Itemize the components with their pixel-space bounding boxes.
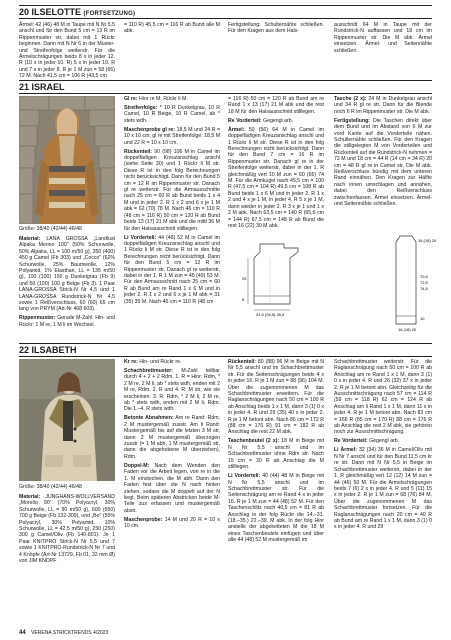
page-footer — [19, 630, 108, 636]
section-number: 21 — [19, 82, 30, 92]
section-header-israel — [19, 80, 432, 94]
sleeve-bottom-label: 16 (18) 20 — [398, 327, 417, 332]
ilsabeth-col4: Schachbrettmuster weiterstr. Für die Raglanschrägung nach 50 cm = 100 R ab Anschlag am re Rand 1 x 1 M, dann 3 (1) 0 x in jeder 4. R und 26 (32) 37 x in jeder 2. R je 1 M betont abn. Gleichzeitig für die Ausschnittschrägung nach 57 cm = 114 R (59 cm = 118 R) 62 cm = 124 R ab Anschlag am li Rand 1 x 1 M, dann 11 x in jeder 4. R je 1 M betont abn. Nach 83 cm = 166 R (85 cm = 170 R) 88 cm = 176 R ab Anschlag die rest 2 M abk, sie gehören noch zur Ausschnittschrägung. Re Vorderteil: Gegengl arb. Li Ärmel: 32 (34) 36 M in Camel/Oliv mit N Nr 7 anschl und für den Bund 11,5 cm kr re str. Dann mit N Nr 5,5 in Beige im Schachbrettmuster weiterstr, dabei in der 1. R gleichmäßig vert 12 (12) 14 M zun = 44 (46) 50 M. Für die Armelschrägungen beids 7 (6) 2 x in jeder 4. R und 5 (11) 15 x in jeder 2. R je 1 M zun = 68 (76) 84 M. Über die zugenommenen M das Schachbrettmuster fortsetzen. Für die Raglanschrägungen nach 20 cm = 40 R ab Bund am re Rand 1 x 1 M, dann 3 (1) 0 x in jeder 4. R und 29 — [334, 359, 432, 531]
israel-schematic-sleeve — [390, 232, 438, 334]
publication-name: VERENA STRICKTRENDS 4/2023 — [31, 630, 109, 636]
section-number: 20 — [19, 7, 30, 17]
section-header-ilsabeth — [19, 343, 432, 357]
ilselotte-col3: Fertigstellung: Schulternähte schließen. Für den Kragen aus dem Hals- — [228, 22, 324, 35]
ilsabeth-size: Größe: 38/40 (42/44) 46/48 — [19, 484, 82, 490]
page-number: 44 — [19, 630, 26, 636]
sleeve-top-label: 16 (18) 20 — [418, 238, 437, 243]
sleeve-side-label-3: 74,5 — [420, 286, 428, 291]
sleeve-side-label-2: 72,5 — [420, 280, 428, 285]
ilselotte-col2: = 110 R) 45,5 cm = 116 R ab Bund alle M abk. — [124, 22, 220, 35]
section-subtitle: (FORTSETZUNG) — [83, 11, 136, 17]
body-bottom-label: 24,5 (26,5) 28,5 — [256, 312, 285, 317]
ilsabeth-col3: Rückenteil: 80 (88) 96 M in Beige mit N Nr 5,5 anschl und im Schachbrettmuster str. Für die Seitenschrägungen beids 4 x in jeder 16. R je 1 M zun = 88 (96) 104 M. Über die zugenommenen M das Schachbrettmuster erweitern. Für die Raglanschrägungen nach 50 cm = 100 R ab Anschlag beids 1 x 1 M, dann 3 (1) 0 x in jeder 4. R und 29 (35) 40 x in jeder 2. R je 1 M betont abn. Nach 86 cm = 172 R (88 cm = 176 R) 91 cm = 182 R ab Anschlag die rest 22 M abk. Taschenbeutel (2 x): 18 M in Beige mit N Nr 5,5 anschl und im Schachbrettmuster ohne Rdm str. Nach 15 cm = 30 R ab Anschlag die M stilllegen. Li Vorderteil: 40 (44) 48 M in Beige mit N Nr 5,5 anschl und im Schachbrettmuster str. Für die Seitenschrägung am re Rand 4 x in jeder 16. R je 1 M zun = 44 (48) 52 M. Für den Taschenschlitz nach 40,5 cm = 81 R ab Anschlag in der folg Rückr die 14.–31. (18.–35.) 22.–39. M abk. In der folg Hinr anstelle der abgeketteten M die 18 M eines Taschenbeutels einfügen und über alle 44 (48) 52 M mustergemäß im — [228, 359, 325, 544]
section-header-ilselotte — [19, 5, 432, 19]
section-title: ISRAEL — [31, 82, 65, 92]
ilsabeth-material: Material: JUNGHANS-WOLLVERSAND „Morello 90" (70% Polyacryl, 30% Schurwolle, LL = 90 m/50 g), 600 (650) 700 g Beige (Fb 132-309), und „Bo" (55% Polyacryl, 30% Polyamid, 10% Schurwolle, LL = 42,5 m/50 g), 250 (250) 300 g Camel/Oliv (Fb 140-801). Je 1 Paar KNITPRO Strick-N Nr 5,5 und 7 sowie 1 KNITPRO-Rundstrick-N Nr 7 und 4 Knöpfe (Art-Nr 13729, Fb 01, 32 mm Ø) von JIM KNOPF — [19, 494, 115, 565]
israel-col2: Gl re: Hinr re M, Rückr li M. Streifenfolge: * 10 R Dunkelgrau, 10 R Camel, 10 R Beige, 10 R Camel, ab * stets wdh. Maschenprobe gl re: 18,5 M und 24 R = 10 x 10 cm; gl re mit Streifenfolge: 18,5 M und 22 R = 10 x 10 cm. Rückenteil: 90 (98) 106 M in Camel im doppelfädigen Kreuzanschlag anschl (siehe Seite 30) und 1 Rückr li M str. Diese R ist in den folg Berechnungen nicht berücksichtigt. Dann für den Bund 5 cm = 12 R im Rippenmuster str. Danach gl re weiterstr. Für die Armausschnitte nach 25 cm = 60 R ab Bund beids 1 x 4 M und in jeder 2. R 1 x 2 und 6 x je 1 M abk = 62 (70) 78 M. Nach 46 cm = 110 R (48 cm = 116 R) 50 cm = 120 R ab Bund beids 13 (17) 21 M abk und die mittl 36 M für den Halsausschnitt stilllegen. Li Vorderteil: 44 (48) 52 M in Camel im doppelfädigen Kreuzanschlag anschl und 1 Rückr li M str. Diese R ist in den folg Berechnungen nicht berücksichtigt. Dann für den Bund 5 cm = 12 R im Rippenmuster str. Danach gl re weiterstr, dabei in der 1. R 1 M zun = 45 (49) 53 M. Für den Armausschnitt nach 25 cm = 60 R ab Bund am re Rand 1 x 6 M und in jeder 2. R 1 x 2 und 6 x je 1 M abk = 31 (35) 39 M. Nach 46 cm = 110 R (48 cm — [124, 96, 221, 305]
israel-material: Material: LANA GROSSA „Landlust Alpaka Merino 100" (50% Schurwolle, 50% Alpaka, LL = 100 m/50 g), 350 (400) 450 g Camel (Fb 303) und „Cocco" (62% Schurwolle, 25% Baumwolle, 12% Polyamid, 1% Elasthan, LL = 135 m/50 g), 100 (100) 150 g Dunkelgrau (Fb 9) und 50 (100) 100 g Beige (Fb 3). 1 Paar LANA-GROSSA Strick-N Nr 4,5 und 1 LANA-GROSSA Rundstrick-N Nr 4,5 sowie 1 Reißverschluss, 60 (60) 65 cm lang von PRYM (Art-Nr 468 603). Rippenmuster: Gerade M-Zahl: Hin- und Rückr: 1 M re, 1 M li im Wechsel. — [19, 236, 115, 328]
body-side-label: 25 — [242, 276, 247, 281]
sleeve-side-label-1: 70,5 — [420, 274, 428, 279]
body-bund-label: 5 — [242, 297, 245, 302]
ilselotte-col1: Ärmel: 42 (46) 48 M in Taupe mit N Nr 5,5 anschl und für den Bund 5 cm = 13 R im Rippenmuster str, dabei mit 1 Rückr beginnen. Dann mit N Nr 6 in der Muster- und Streifenfolge weiterstr. Für die Ärmelschrägungen beids 8 x in jeder 12. R (10 x in jeder 10. R) 5 x in jeder 10. R und 7 x in jeder 8. R je 1 M zun = 58 (66) 72 M. Nach 41,5 cm = 106 R (43,5 cm — [19, 22, 115, 80]
israel-photo — [19, 96, 115, 224]
ilselotte-col4: ausschnitt 64 M in Taupe mit der Rundstrick-N auffassen und 18 cm im Rippenmuster str. Die M abk. Ärmel einsetzen. Ärmel- und Seitennähte schließen. — [334, 22, 432, 54]
israel-col4: Tasche (2 x): 24 M in Dunkelgrau anschl und 34 R gl re str. Dann für die Blende noch 6 R im Rippenmuster str. Die M abk. Fertigstellung: Die Taschen direkt über dem Bund und im Abstand von 6 M zur vord Kante auf die Vorderteile nähen. Schulternähte schließen. Für den Kragen die stillgelegten M von Vorderteilen und Rückenteil auf die Rundstrick-N nehmen = 72 M und 18 cm = 44 R (14 cm = 34 R) 20 cm = 48 R gl re in Camel str. Die M abk. Reißverschluss bündig mit dem unteren Rand einnähen. Den Kragen zur Hälfte nach innen umschlagen und annähen, dabei den Reißverschluss zwischenfassen. Ärmel einsetzen. Ärmel- und Seitennähte schließen. — [334, 96, 432, 208]
israel-size: Größe: 38/40 (42/44) 46/48 — [19, 226, 82, 232]
ilsabeth-photo — [19, 359, 115, 481]
israel-schematic-body — [240, 238, 328, 318]
section-number: 22 — [19, 345, 30, 355]
israel-col3: = 116 R) 50 cm = 120 R ab Bund am re Rand 1 x 13 (17) 21 M abk und die rest 18 M für den Halsausschnitt stilllegen. Re Vorderteil: Gegengl arb. Ärmel: 50 (56) 64 M in Camel im doppelfädigen Kreuzanschlag anschl und 1 Rückr li M str. Diese R ist in den folg Berechnungen nicht berücksichtigt. Dann für den Bund 7 cm = 16 R im Rippenmuster str. Danach gl re in der Streifenfolge weiterstr, dabei in der 1. R gleichmäßig vert 10 M zun = 60 (66) 74 M. Für die Armkugel nach 45,5 cm = 100 R (47,5 cm = 104 R) 49,5 cm = 108 R ab Bund beids 1 x 6 M und in jeder 2. R 1 x 2 und 4 x je 1 M, in jeder 4. R 5 x je 1 M, dann wieder in jeder 2. R 3 x je 1 und 1 x 2 M abk. Nach 63,5 cm = 140 R (65,5 cm = 144 R) 67,5 cm = 148 R ab Bund die rest 16 (22) 30 M abk. — [228, 96, 324, 229]
section-title: ILSELOTTE — [31, 7, 82, 17]
section-title: ILSABETH — [31, 345, 77, 355]
sleeve-cuff-label: 10 — [420, 316, 425, 321]
ilsabeth-col2: Kr re: Hin- und Rückr re. Schachbrettmuster: M-Zahl teilbar durch 4 + 2 + 2 Rdm. 1. R = Hinr: Rdm, * 2 M re, 2 M li, ab * stets wdh, enden mit 2 M re, Rdm. 2. R und 4. R: M str, wie sie erscheinen. 3. R: Rdm, * 2 M li, 2 M re, ab * stets wdh, enden mit 2 M li, Rdm. Die 1.–4. R stets wdh. Betonte Abnahmen: Am re Rand: Rdm, 2 M mustergemäß zusstr. Am li Rand: Mustergemäß bis auf die letzten 3 M str, dann 2 M mustergemäß überzogen zusstr (= 1 M abh, 1 M mustergemäß str, dann die abgehobene M überziehen), Rdm. Doppel-M: Nach dem Wenden den Faden vor die Arbeit legen, von re in die 1. M einstechen, die M abh. Dann den Faden fest über die N nach hinten ziehen, sodass die M doppelt auf der N liegt. Beim späteren Abstricken beide M-Teile zus erfassen und mustergemäß abstr. Maschenprobe: 14 M und 20 R = 10 x 10 cm. — [124, 359, 220, 530]
